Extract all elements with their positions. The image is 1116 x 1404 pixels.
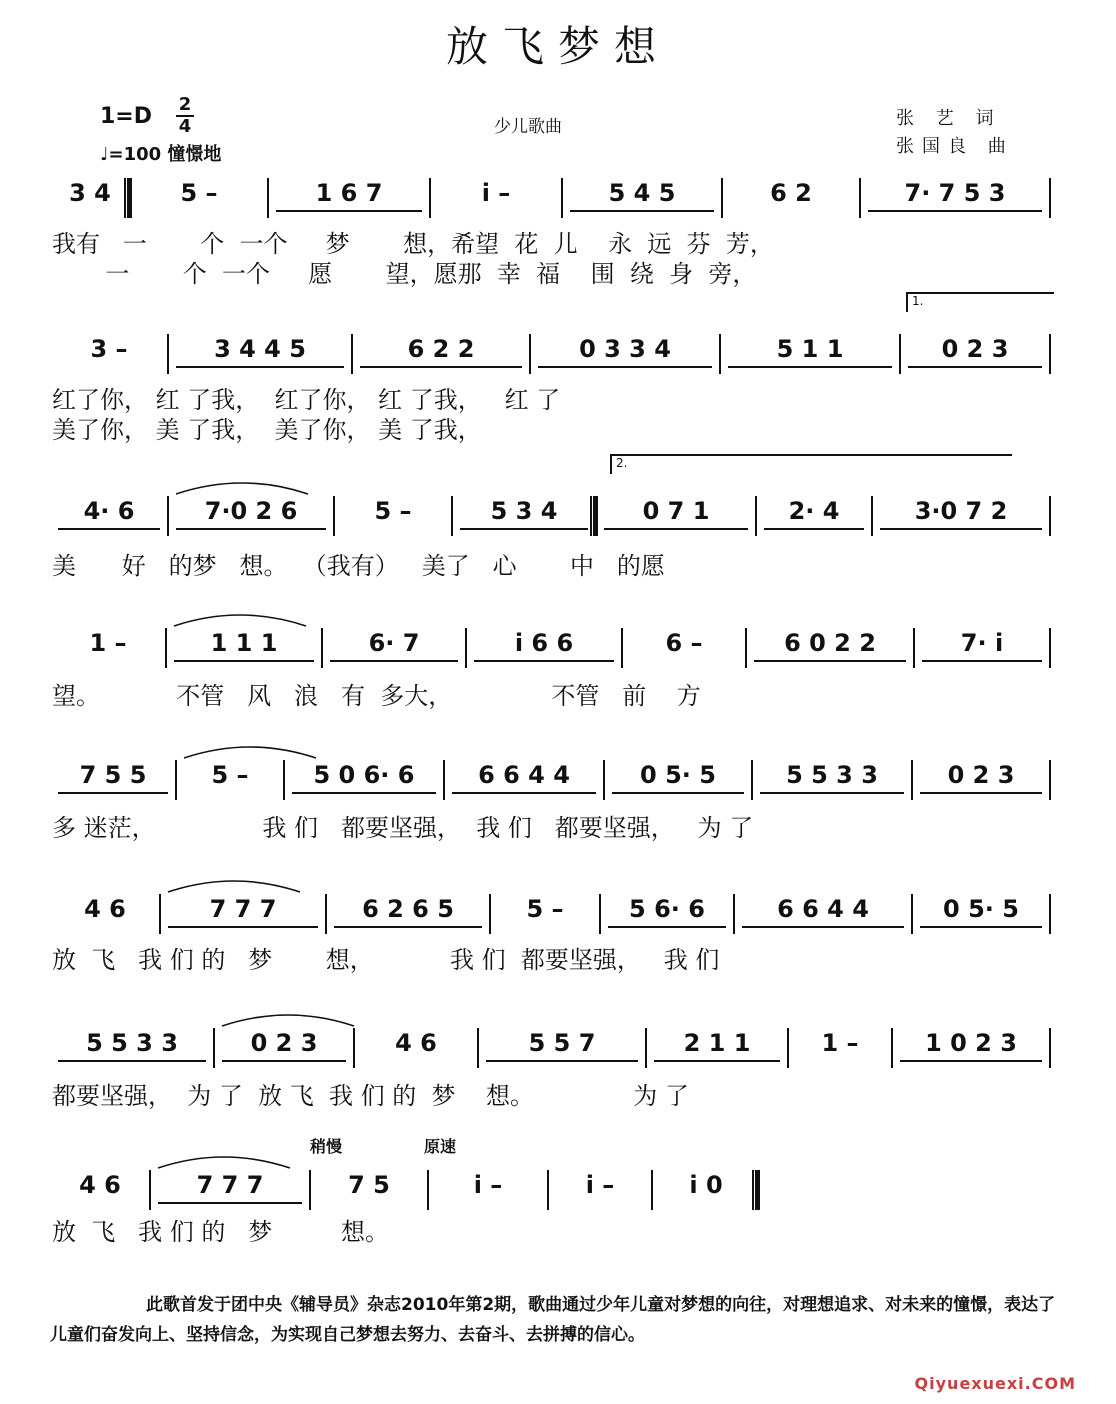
measure: 6 6 4 4 bbox=[450, 758, 598, 792]
time-signature bbox=[176, 96, 194, 136]
barline bbox=[755, 496, 757, 536]
barline bbox=[443, 760, 445, 800]
measure: 7 5 bbox=[348, 1171, 390, 1199]
footnote: 此歌首发于团中央《辅导员》杂志2010年第2期，歌曲通过少年儿童对梦想的向往，对理想追求、对未来的憧憬，表达了儿童们奋发向上、坚持信念，为实现自己梦想去努力、去奋斗、去拼搏的信心。 bbox=[50, 1295, 1056, 1345]
barline bbox=[465, 628, 467, 668]
barline bbox=[167, 334, 169, 374]
notes-row bbox=[0, 758, 1116, 798]
barline bbox=[547, 1170, 549, 1210]
barline bbox=[1049, 628, 1051, 668]
barline bbox=[651, 1170, 653, 1210]
measure: 6 6 4 4 bbox=[740, 892, 906, 926]
measure: 7· 7 5 3 bbox=[866, 176, 1044, 210]
notes-row bbox=[0, 1168, 1116, 1208]
barline bbox=[590, 496, 598, 536]
barline bbox=[911, 894, 913, 934]
lyrics-verse-1: 多 迷茫， 我 们 都要坚强， 我 们 都要坚强， 为 了 bbox=[52, 814, 754, 842]
volta-bracket: 2. bbox=[610, 454, 1012, 474]
measure: 7 7 7 bbox=[156, 1168, 304, 1202]
tempo-marking: ♩=100 憧憬地 bbox=[100, 144, 222, 165]
barline bbox=[529, 334, 531, 374]
measure: 5 – bbox=[526, 895, 564, 923]
barline bbox=[321, 628, 323, 668]
measure: 6 2 bbox=[770, 179, 812, 207]
notes-row bbox=[0, 494, 1116, 534]
measure: 1 6 7 bbox=[274, 176, 424, 210]
measure: 1 – bbox=[89, 629, 127, 657]
slur bbox=[180, 740, 320, 760]
barline bbox=[621, 628, 623, 668]
barline bbox=[603, 760, 605, 800]
barline bbox=[721, 178, 723, 218]
measure: 5 1 1 bbox=[726, 332, 894, 366]
measure: 6 2 6 5 bbox=[332, 892, 484, 926]
measure: i 0 bbox=[689, 1171, 723, 1199]
slur bbox=[170, 608, 310, 628]
measure: 3 – bbox=[90, 335, 128, 363]
barline bbox=[913, 628, 915, 668]
lyrics-verse-1: 都要坚强， 为 了 放 飞 我 们 的 梦 想。 为 了 bbox=[52, 1082, 689, 1110]
measure: i – bbox=[473, 1171, 503, 1199]
measure: 2 1 1 bbox=[652, 1026, 782, 1060]
measure: 7 7 7 bbox=[166, 892, 320, 926]
measure: 7 5 5 bbox=[56, 758, 170, 792]
measure: 1 1 1 bbox=[172, 626, 316, 660]
barline bbox=[167, 496, 169, 536]
barline bbox=[124, 178, 132, 218]
barline bbox=[325, 894, 327, 934]
measure: 5 5 3 3 bbox=[56, 1026, 208, 1060]
measure: 5 – bbox=[180, 179, 218, 207]
slur bbox=[218, 1008, 358, 1028]
lyricist-credit: 张 艺 词 bbox=[896, 108, 1002, 129]
barline bbox=[175, 760, 177, 800]
measure: 3 4 4 5 bbox=[174, 332, 346, 366]
measure: 0 7 1 bbox=[602, 494, 750, 528]
measure: 4 6 bbox=[79, 1171, 121, 1199]
measure: 7· i bbox=[920, 626, 1044, 660]
genre-label: 少儿歌曲 bbox=[494, 117, 562, 137]
notes-row bbox=[0, 332, 1116, 372]
lyrics-verse-2: 美了你， 美 了我， 美了你， 美 了我， bbox=[52, 416, 482, 444]
barline bbox=[787, 1028, 789, 1068]
barline bbox=[353, 1028, 355, 1068]
measure: 5 – bbox=[211, 761, 249, 789]
lyrics-verse-1: 望。 不管 风 浪 有 多大， 不管 前 方 bbox=[52, 682, 701, 710]
barline bbox=[745, 628, 747, 668]
measure: 0 5· 5 bbox=[610, 758, 746, 792]
measure: 3·0 7 2 bbox=[878, 494, 1044, 528]
slur bbox=[154, 1150, 294, 1170]
barline bbox=[149, 1170, 151, 1210]
measure: 6 2 2 bbox=[358, 332, 524, 366]
measure: 0 3 3 4 bbox=[536, 332, 714, 366]
slur bbox=[172, 476, 312, 496]
barline bbox=[309, 1170, 311, 1210]
barline bbox=[1049, 1028, 1051, 1068]
barline bbox=[159, 894, 161, 934]
lyrics-verse-1: 放 飞 我 们 的 梦 想。 bbox=[52, 1218, 389, 1246]
notes-row bbox=[0, 176, 1116, 216]
barline bbox=[1049, 760, 1051, 800]
measure: 7·0 2 6 bbox=[174, 494, 328, 528]
measure: 5 4 5 bbox=[568, 176, 716, 210]
composer-credit: 张国良 曲 bbox=[896, 136, 1014, 157]
slur bbox=[164, 874, 304, 894]
measure: 0 2 3 bbox=[918, 758, 1044, 792]
tempo-change-mark: 原速 bbox=[424, 1137, 457, 1156]
page-title: 放飞梦想 bbox=[445, 22, 670, 71]
barline bbox=[267, 178, 269, 218]
notes-row bbox=[0, 892, 1116, 932]
lyrics-verse-1: 红了你， 红 了我， 红了你， 红 了我， 红 了 bbox=[52, 386, 561, 414]
barline bbox=[733, 894, 735, 934]
barline bbox=[333, 496, 335, 536]
barline bbox=[489, 894, 491, 934]
barline bbox=[1049, 178, 1051, 218]
notes-row bbox=[0, 626, 1116, 666]
barline bbox=[561, 178, 563, 218]
measure: 5 – bbox=[374, 497, 412, 525]
barline bbox=[351, 334, 353, 374]
measure: 5 0 6· 6 bbox=[290, 758, 438, 792]
measure: 2· 4 bbox=[762, 494, 866, 528]
barline bbox=[1049, 334, 1051, 374]
barline bbox=[871, 496, 873, 536]
measure: 5 5 3 3 bbox=[758, 758, 906, 792]
barline bbox=[213, 1028, 215, 1068]
measure: 0 2 3 bbox=[906, 332, 1044, 366]
measure: 5 5 7 bbox=[484, 1026, 640, 1060]
tempo-change-mark: 稍慢 bbox=[310, 1137, 343, 1156]
measure: 6 0 2 2 bbox=[752, 626, 908, 660]
measure: i – bbox=[481, 179, 511, 207]
measure: 4 6 bbox=[395, 1029, 437, 1057]
measure: 0 5· 5 bbox=[918, 892, 1044, 926]
measure: 4· 6 bbox=[56, 494, 162, 528]
measure: 3 4 bbox=[69, 179, 111, 207]
barline bbox=[645, 1028, 647, 1068]
final-barline bbox=[752, 1170, 760, 1210]
lyrics-verse-1: 放 飞 我 们 的 梦 想， 我 们 都要坚强， 我 们 bbox=[52, 946, 720, 974]
barline bbox=[859, 178, 861, 218]
lyrics-verse-1: 我有 一 个 一个 梦 想，希望 花 儿 永 远 芬 芳， bbox=[52, 230, 774, 258]
measure: 5 6· 6 bbox=[606, 892, 728, 926]
volta-bracket: 1. bbox=[906, 292, 1054, 312]
barline bbox=[891, 1028, 893, 1068]
barline bbox=[283, 760, 285, 800]
barline bbox=[429, 178, 431, 218]
measure: 5 3 4 bbox=[458, 494, 590, 528]
measure: 6 – bbox=[665, 629, 703, 657]
meter-bottom: 4 bbox=[178, 116, 192, 137]
lyrics-verse-1: 美 好 的梦 想。 （我有） 美了 心 中 的愿 bbox=[52, 552, 665, 580]
measure: 1 0 2 3 bbox=[898, 1026, 1044, 1060]
key-signature: 1=D bbox=[100, 104, 153, 129]
barline bbox=[451, 496, 453, 536]
barline bbox=[599, 894, 601, 934]
measure: 0 2 3 bbox=[220, 1026, 348, 1060]
barline bbox=[165, 628, 167, 668]
barline bbox=[719, 334, 721, 374]
barline bbox=[477, 1028, 479, 1068]
barline bbox=[427, 1170, 429, 1210]
measure: 1 – bbox=[821, 1029, 859, 1057]
barline bbox=[911, 760, 913, 800]
measure: 6· 7 bbox=[328, 626, 460, 660]
measure: 4 6 bbox=[84, 895, 126, 923]
lyrics-verse-2: 一 个 一个 愿 望，愿那 幸 福 围 绕 身 旁， bbox=[52, 260, 757, 288]
measure: i 6 6 bbox=[472, 626, 616, 660]
barline bbox=[899, 334, 901, 374]
barline bbox=[751, 760, 753, 800]
barline bbox=[1049, 894, 1051, 934]
barline bbox=[1049, 496, 1051, 536]
meter-top: 2 bbox=[178, 94, 192, 115]
watermark: Qiyuexuexi.COM bbox=[914, 1374, 1076, 1393]
measure: i – bbox=[585, 1171, 615, 1199]
notes-row bbox=[0, 1026, 1116, 1066]
